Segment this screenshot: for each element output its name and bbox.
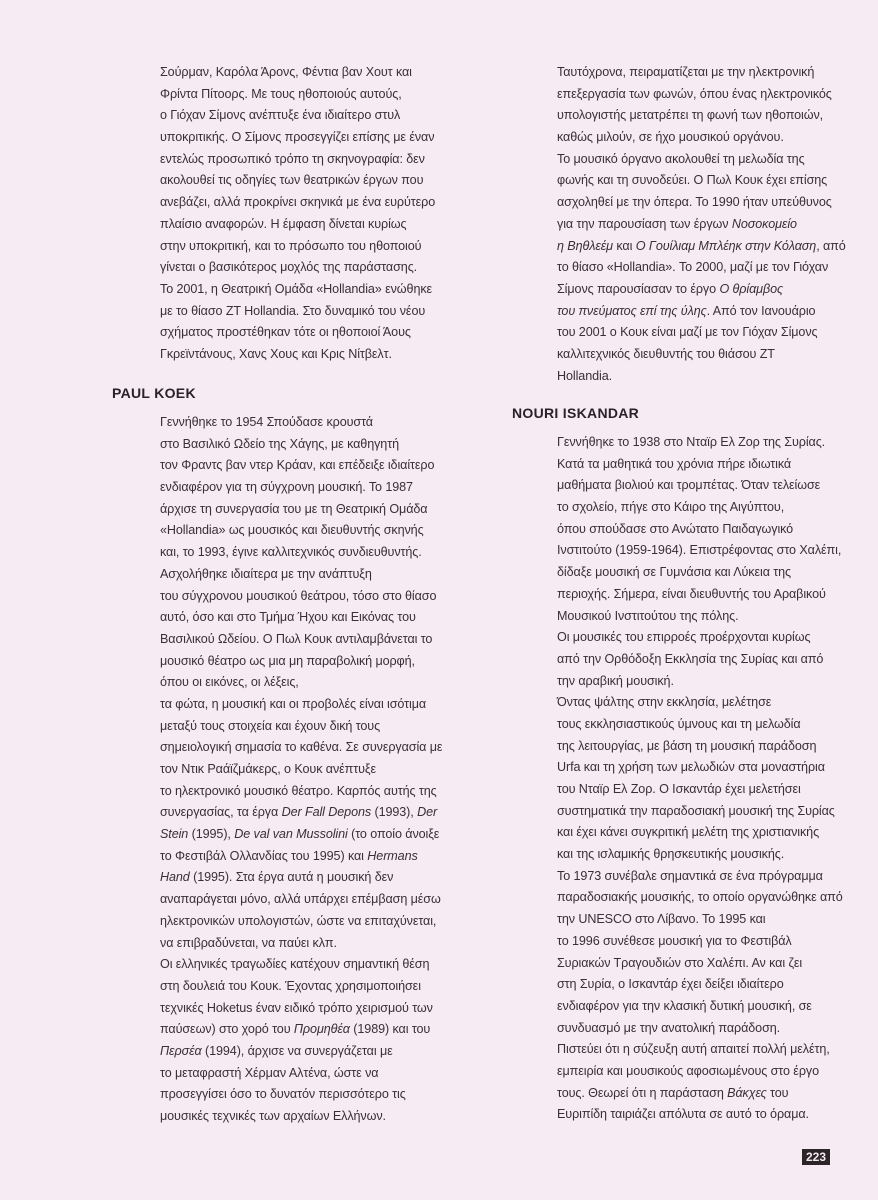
text-line: υπολογιστής μετατρέπει τη φωνή των ηθοποιών, [557,108,824,123]
text-line: αναπαράγεται μόνο, αλλά υπάρχει επέμβαση μέσω [160,892,441,907]
text-line: Όντας ψάλτης στην εκκλησία, μελέτησε [557,695,772,710]
text-span: και [612,238,636,253]
work-title: Βάκχες [727,1085,767,1100]
text-line: άρχισε τη συνεργασία του με τη Θεατρική Ομάδα [160,501,428,516]
text-line: Ευριπίδη ταιριάζει απόλυτα σε αυτό το όραμα. [557,1107,809,1122]
text-line: προσεγγίσει όσο το δυνατόν περισσότερο τις [160,1087,406,1102]
text-line: τον Ντικ Ραάϊζμάκερς, ο Κουκ ανέπτυξε [160,762,376,776]
text-line: φωνής και τη συνοδεύει. Ο Πωλ Κουκ έχει επίσης [557,173,828,188]
text-line: υποκριτικής. Ο Σίμονς προσεγγίζει επίσης με έναν [160,130,435,145]
text-line: τα φώτα, η μουσική και οι προβολές είναι ισότιμα [160,696,427,711]
text-line: σημειολογική σημασία το καθένα. Σε συνεργασία με [160,740,443,755]
text-line: το 1996 συνέθεσε μουσική για το Φεστιβάλ [557,933,792,948]
text-line: την UNESCO στο Λίβανο. Το 1995 και [557,912,766,927]
text-line [557,279,840,301]
text-line: και, το 1993, έγινε καλλιτεχνικός συνδιευθυντής. [160,545,422,560]
text-span: παύσεων) στο χορό του [160,1022,291,1037]
text-line: Κατά τα μαθητικά του χρόνια πήρε ιδιωτικά [557,456,792,471]
text-line: τεχνικές Hoketus έναν ειδικό τρόπο χειρισμού των [160,1000,433,1015]
text-line: Συριακών Τραγουδιών στο Χαλέπι. Αν και ζει [557,955,803,970]
text-line: όπου σπούδασε στο Ανώτατο Παιδαγωγικό [557,521,794,536]
section-heading-paul-koek: PAUL KOEK [112,385,196,401]
text-line [557,214,840,236]
text-line: Σούρμαν, Καρόλα Άρονς, Φέντια βαν Χουτ και [160,65,412,79]
text-line [160,846,450,868]
text-line: του 2001 ο Κουκ είναι μαζί με τον Γιόχαν Σίμονς [557,325,818,340]
text-line: Γεννήθηκε το 1938 στο Νταϊρ Ελ Ζορ της Συρίας. [557,435,826,449]
text-line [160,1041,450,1063]
text-span: (1995). Στα έργα αυτά η μουσική δεν [189,870,394,885]
text-line: τους εκκλησιαστικούς ύμνους και τη μελωδία [557,716,801,731]
text-span: . Από τον Ιανουάριο [706,303,816,318]
text-line [160,1019,450,1041]
text-line: εντελώς προσωπικό τρόπο τη σκηνογραφία: δεν [160,151,425,166]
text-line: το θίασο «Hollandia». Το 2000, μαζί με τον Γιόχαν [557,260,829,275]
text-line: αυτό, όσο και στο Τμήμα Ήχου και Εικόνας του [160,610,416,625]
text-line: στην υποκριτική, και το πρόσωπο του ηθοποιού [160,238,422,253]
text-line: ενδιαφέρον για τη σύγχρονη μουσική. Το 1987 [160,480,413,495]
left-column-intro [160,62,450,366]
text-line: Το 1973 συνέβαλε σημαντικά σε ένα πρόγραμμα [557,868,823,883]
text-line: Ταυτόχρονα, πειραματίζεται με την ηλεκτρονική [557,65,815,79]
text-line: στη δουλειά του Κουκ. Έχοντας χρησιμοποιήσει [160,978,421,993]
work-title: De val van Mussolini [234,827,348,842]
text-span: , από [816,238,846,253]
text-line: Urfa και τη χρήση των μελωδιών στα μοναστήρια [557,760,825,775]
text-line: ασχοληθεί με την όπερα. Το 1990 ήταν υπεύθυνος [557,195,832,210]
text-span: Σίμονς παρουσίασαν το έργο [557,281,717,296]
text-line: παραδοσιακής μουσικής, το οποίο οργανώθηκε από [557,890,843,905]
work-title: Der Fall Depons [281,805,372,820]
work-title: Stein [160,827,189,842]
text-line: και της ισλαμικής θρησκευτικής μουσικής. [557,847,785,862]
text-line: ακολουθεί τις οδηγίες των θεατρικών έργων που [160,173,424,188]
text-span: (το οποίο άνοιξε [347,827,440,842]
text-line: Πιστεύει ότι η σύζευξη αυτή απαιτεί πολλή μελέτη, [557,1042,830,1057]
text-line: τον Φραντς βαν ντερ Κράαν, και επέδειξε ιδιαίτερο [160,458,435,473]
work-title: Ο Γουίλιαμ Μπλέηκ στην Κόλαση [635,238,817,253]
text-line: καθώς μιλούν, σε ήχο μουσικού οργάνου. [557,130,784,145]
text-line [160,802,450,824]
text-line: ηλεκτρονικών υπολογιστών, ώστε να επιταχύνεται, [160,913,437,928]
text-line [557,1083,840,1105]
text-span: (1993), [371,805,418,820]
text-line: Οι μουσικές του επιρροές προέρχονται κυρίως [557,630,811,645]
work-title: Hand [160,870,190,885]
text-line: περιοχής. Σήμερα, είναι διευθυντής του Αραβικού [557,586,826,601]
text-line: γίνεται ο βασικότερος μοχλός της παράστασης. [160,260,418,275]
text-span: για την παρουσίαση των έργων [557,216,729,231]
text-line [160,867,450,889]
text-line: μουσικό θέατρο ως μια μη παραβολική μορφή, [160,653,415,668]
text-line: εμπειρία και μουσικούς αφοσιωμένους στο έργο [557,1063,819,1078]
text-span: συνεργασίας, τα έργα [160,805,279,820]
text-line [557,236,846,258]
text-line: του σύγχρονου μουσικού θεάτρου, τόσο στο θίασο [160,588,437,603]
text-line: μεταξύ τους στοιχεία και έχουν δική τους [160,718,381,733]
text-line: το σχολείο, πήγε στο Κάιρο της Αιγύπτου, [557,500,785,515]
text-line: μουσικές τεχνικές των αρχαίων Ελλήνων. [160,1109,386,1123]
text-line: το ηλεκτρονικό μουσικό θέατρο. Καρπός αυτής της [160,783,437,798]
text-line: Φρίντα Πίτοορς. Με τους ηθοποιούς αυτούς, [160,86,402,101]
text-line: την αραβική μουσική. [557,673,674,688]
work-title: Περσέα [160,1043,202,1058]
text-line: ενδιαφέρον για την κλασική δυτική μουσική, σε [557,998,812,1013]
work-title: Hermans [367,848,418,863]
text-line: Γεννήθηκε το 1954 Σπούδασε κρουστά [160,415,373,429]
text-line: στο Βασιλικό Ωδείο της Χάγης, με καθηγητή [160,436,399,451]
work-title: Νοσοκομείο [731,216,797,231]
text-span: το Φεστιβάλ Ολλανδίας του 1995) και [160,848,364,863]
text-line: μαθήματα βιολιού και τρομπέτας. Όταν τελείωσε [557,478,821,493]
text-line: του Νταϊρ Ελ Ζορ. Ο Ισκαντάρ έχει μελετήσει [557,782,801,796]
text-line: στη Συρία, ο Ισκαντάρ έχει δείξει ιδιαίτερο [557,977,784,992]
text-line: Ασχολήθηκε ιδιαίτερα με την ανάπτυξη [160,566,372,581]
work-title: Ο θρίαμβος [719,281,783,296]
text-line: ο Γιόχαν Σίμονς ανέπτυξε ένα ιδιαίτερο στυλ [160,108,401,123]
text-span: (1994), άρχισε να συνεργάζεται με [201,1043,393,1058]
text-line: να επιβραδύνεται, να παύει κλπ. [160,935,337,950]
text-line: Το μουσικό όργανο ακολουθεί τη μελωδία της [557,151,805,166]
text-line: το μεταφραστή Χέρμαν Αλτένα, ώστε να [160,1065,379,1080]
text-line: πλαίσιο αναφορών. Η έμφαση δίνεται κυρίως [160,216,407,231]
text-line: σχήματος προστέθηκαν τότε οι ηθοποιοί Άους [160,325,411,340]
text-line: της λειτουργίας, με βάση τη μουσική παράδοση [557,738,817,753]
work-title: του πνεύματος επί της ύλης [557,303,707,318]
text-line: όπου οι εικόνες, οι λέξεις, [160,675,299,690]
text-line: Βασιλικού Ωδείου. Ο Πωλ Κουκ αντιλαμβάνεται το [160,631,433,646]
text-span: (1995), [188,827,235,842]
text-line: καλλιτεχνικός διευθυντής του θιάσου ΖΤ [557,346,775,361]
text-line [160,824,450,846]
text-line: με το θίασο ΖΤ Hollandia. Στο δυναμικό του νέου [160,303,426,318]
work-title: Προμηθέα [293,1022,350,1037]
text-line: Το 2001, η Θεατρική Ομάδα «Hollandia» ενώθηκε [160,281,433,296]
section-heading-nouri-iskandar: NOURI ISKANDAR [512,405,640,421]
text-line: «Hollandia» ως μουσικός και διευθυντής σκηνής [160,523,424,538]
text-line: από την Ορθόδοξη Εκκλησία της Συρίας και από [557,651,824,666]
text-line: Οι ελληνικές τραγωδίες κατέχουν σημαντική θέση [160,957,430,972]
text-span: (1989) και του [349,1022,431,1037]
text-line: Μουσικού Ινστιτούτου της πόλης. [557,608,739,623]
work-title: η Βηθλεέμ [557,238,613,253]
text-line: δίδαξε μουσική σε Γυμνάσια και Λύκεια της [557,565,792,580]
text-line: και έχει κάνει συγκριτική μελέτη της χριστιανικής [557,825,820,840]
text-span: του [766,1085,789,1100]
text-line: Ινστιτούτο (1959-1964). Επιστρέφοντας στο Χαλέπι, [557,543,842,558]
right-column-body [557,432,843,1126]
text-line: ανεβάζει, αλλά προκρίνει σκηνικά με ένα ευρύτερο [160,195,436,210]
text-line: συστηματικά την παραδοσιακή μουσική της Συρίας [557,803,835,818]
text-line [557,301,840,323]
right-column-intro [557,62,846,387]
text-line: Γκρεϊντάνους, Χανς Χους και Κρις Νίτβελτ. [160,346,392,361]
text-line: συνδυασμό με την ανατολική παράδοση. [557,1020,781,1035]
text-line: επεξεργασία των φωνών, όπου ένας ηλεκτρονικός [557,86,832,101]
text-span: τους. Θεωρεί ότι η παράσταση [557,1085,724,1100]
work-title: Der [417,805,438,820]
text-line: Hollandia. [557,368,613,383]
left-column-body [160,412,450,1128]
page-number: 223 [802,1149,830,1165]
